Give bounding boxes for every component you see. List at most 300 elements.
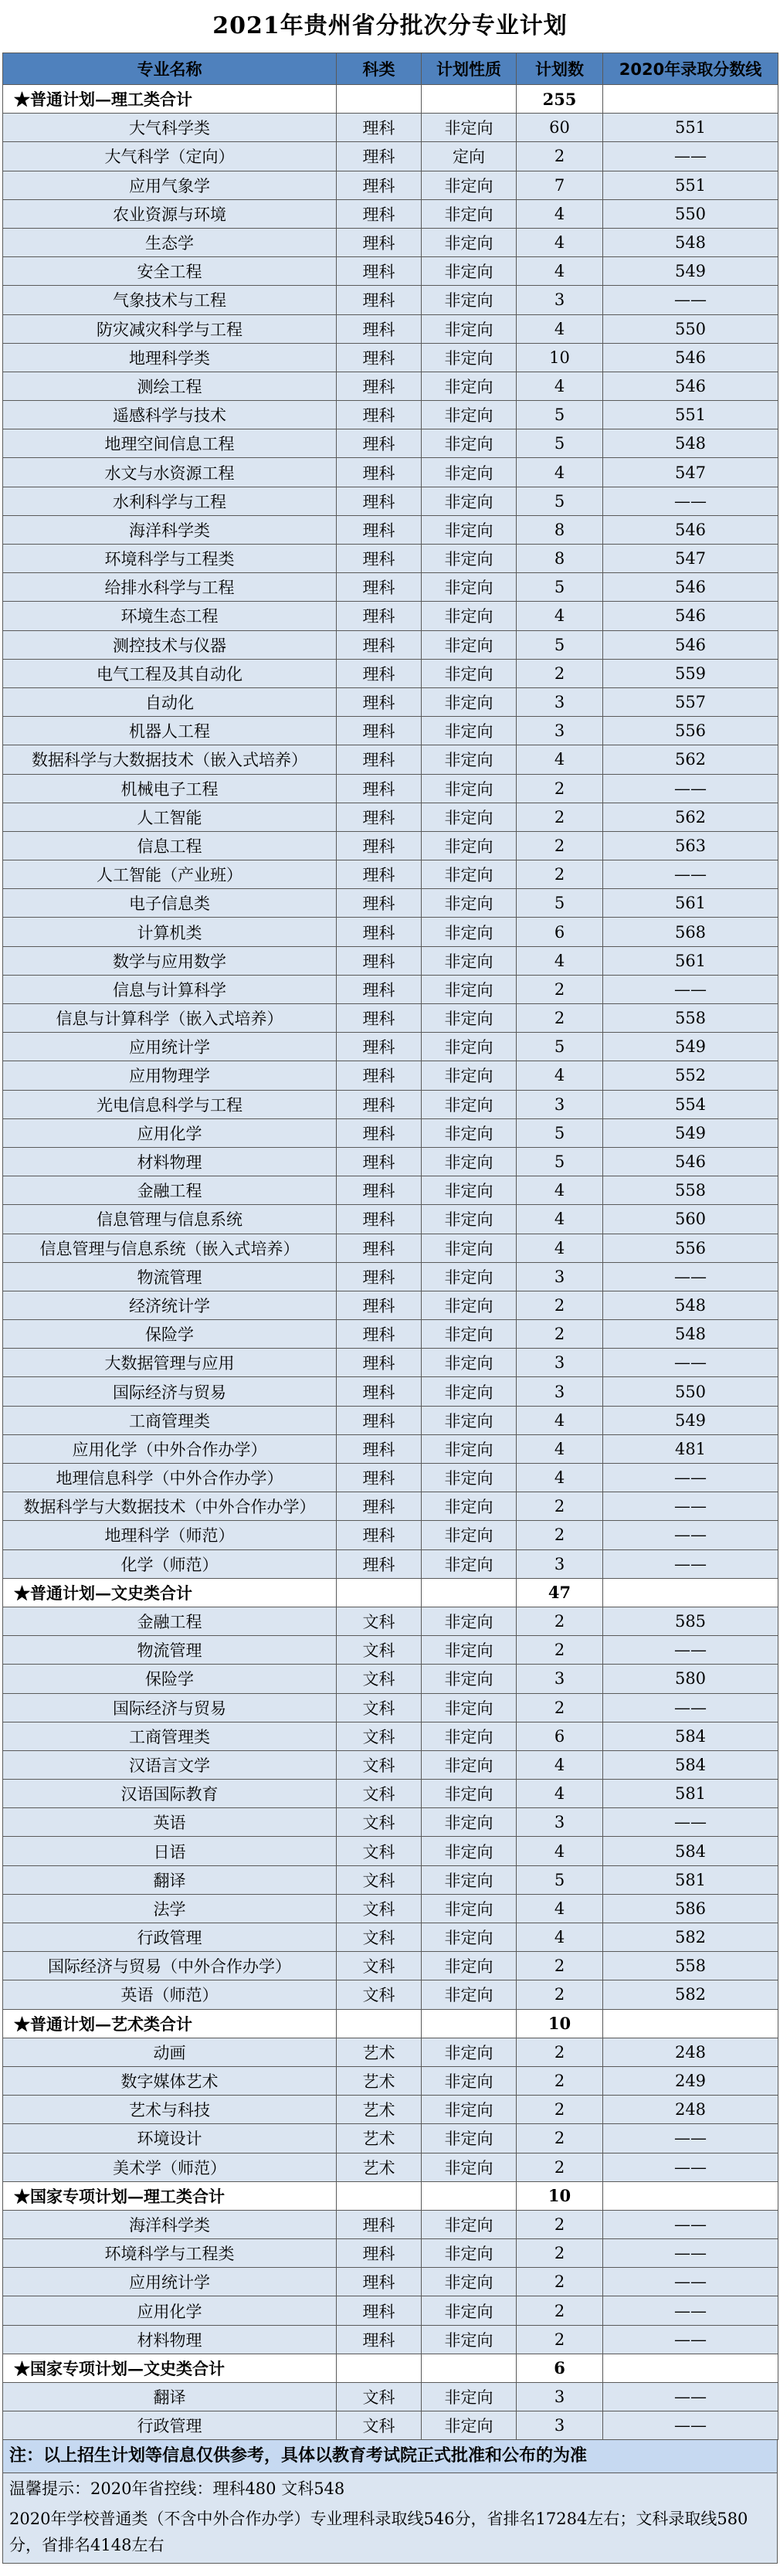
major-name-cell: 英语（师范） [3,1980,337,2009]
plan-count-cell: 4 [517,602,603,630]
major-name-cell: 应用化学 [3,2296,337,2325]
plan-type-cell: 非定向 [422,1492,517,1521]
major-name-cell: 数据科学与大数据技术（中外合作办学） [3,1492,337,1521]
score-2020-cell: —— [603,2325,778,2354]
category-cell: 理科 [337,199,422,228]
table-row [3,1176,778,1205]
category-cell: 理科 [337,687,422,716]
major-name-cell: 遥感科学与技术 [3,401,337,429]
plan-type-cell: 定向 [422,142,517,171]
score-2020-cell: 546 [603,515,778,544]
table-row [3,1549,778,1578]
category-cell: 理科 [337,228,422,256]
table-row [3,2066,778,2095]
score-2020-cell: 546 [603,1147,778,1176]
table-row [3,745,778,774]
table-row [3,860,778,889]
plan-type-cell: 非定向 [422,401,517,429]
plan-count-cell: 4 [517,745,603,774]
disclaimer-note: 注：以上招生计划等信息仅供参考，具体以教育考试院正式批准和公布的为准 [3,2440,777,2473]
page-title: 2021年贵州省分批次分专业计划 [212,12,568,39]
table-row [3,142,778,171]
category-cell: 理科 [337,1377,422,1406]
section-empty-cell [603,85,778,114]
category-cell: 理科 [337,659,422,687]
plan-type-cell: 非定向 [422,314,517,343]
table-row [3,687,778,716]
score-2020-cell: 549 [603,1406,778,1434]
score-2020-cell: 547 [603,458,778,487]
plan-type-cell: 非定向 [422,2124,517,2153]
plan-type-cell: 非定向 [422,1090,517,1118]
major-name-cell: 动画 [3,2038,337,2066]
plan-count-cell: 2 [517,2066,603,2095]
score-2020-cell: 558 [603,1176,778,1205]
category-cell: 理科 [337,918,422,946]
plan-type-cell: 非定向 [422,2210,517,2238]
section-empty-cell [337,2181,422,2210]
plan-count-cell: 4 [517,228,603,256]
plan-count-cell: 4 [517,1061,603,1090]
plan-type-cell: 非定向 [422,2296,517,2325]
section-row [3,2009,778,2038]
plan-table [2,53,778,2440]
section-empty-cell [603,1578,778,1607]
column-header-plan-count: 计划数 [517,53,603,85]
score-2020-cell: 562 [603,745,778,774]
plan-count-cell: 4 [517,199,603,228]
admission-line-note: 2020年学校普通类（不含中外合作办学）专业理科录取线546分，省排名17284左右；文科录取线580分，省排名4148左右 [9,2510,748,2555]
table-row [3,2124,778,2153]
score-2020-cell: 556 [603,717,778,745]
major-name-cell: 行政管理 [3,1923,337,1952]
plan-count-cell: 4 [517,458,603,487]
section-title: ★普通计划—文史类合计 [3,1578,337,1607]
table-row [3,1808,778,1837]
plan-count-cell: 2 [517,975,603,1003]
table-row [3,1262,778,1291]
score-2020-cell: 563 [603,831,778,860]
plan-type-cell: 非定向 [422,1750,517,1779]
score-2020-cell: —— [603,2210,778,2238]
category-cell: 理科 [337,1033,422,1061]
plan-count-cell: 2 [517,142,603,171]
major-name-cell: 大气科学类 [3,114,337,142]
major-name-cell: 计算机类 [3,918,337,946]
plan-type-cell: 非定向 [422,1033,517,1061]
plan-type-cell: 非定向 [422,458,517,487]
section-row [3,85,778,114]
plan-type-cell: 非定向 [422,1665,517,1693]
section-empty-cell [337,1578,422,1607]
category-cell: 理科 [337,487,422,515]
score-2020-cell: 546 [603,343,778,372]
plan-type-cell: 非定向 [422,286,517,314]
category-cell: 理科 [337,946,422,975]
plan-count-cell: 5 [517,573,603,602]
category-cell: 理科 [337,889,422,918]
score-2020-cell: —— [603,774,778,803]
plan-type-cell: 非定向 [422,860,517,889]
major-name-cell: 防灾减灾科学与工程 [3,314,337,343]
plan-count-cell: 2 [517,2096,603,2124]
plan-type-cell: 非定向 [422,803,517,831]
table-row [3,1320,778,1349]
score-2020-cell: 557 [603,687,778,716]
table-row [3,1750,778,1779]
category-cell: 艺术 [337,2038,422,2066]
plan-count-cell: 4 [517,372,603,400]
plan-type-cell: 非定向 [422,2038,517,2066]
score-2020-cell: 561 [603,946,778,975]
major-name-cell: 信息与计算科学 [3,975,337,1003]
category-cell: 理科 [337,343,422,372]
category-cell: 理科 [337,372,422,400]
category-cell: 理科 [337,774,422,803]
major-name-cell: 光电信息科学与工程 [3,1090,337,1118]
plan-type-cell: 非定向 [422,2239,517,2268]
major-name-cell: 翻译 [3,1865,337,1894]
plan-count-cell: 4 [517,1894,603,1923]
major-name-cell: 机器人工程 [3,717,337,745]
plan-count-cell: 4 [517,1434,603,1463]
column-header-category: 科类 [337,53,422,85]
plan-count-cell: 5 [517,401,603,429]
score-2020-cell: —— [603,1693,778,1722]
category-cell: 理科 [337,1434,422,1463]
major-name-cell: 应用物理学 [3,1061,337,1090]
score-2020-cell: 582 [603,1923,778,1952]
table-row [3,458,778,487]
section-empty-cell [422,2009,517,2038]
category-cell: 理科 [337,1406,422,1434]
major-name-cell: 环境科学与工程类 [3,2239,337,2268]
score-2020-cell: 551 [603,401,778,429]
major-name-cell: 测绘工程 [3,372,337,400]
score-2020-cell: —— [603,1521,778,1549]
major-name-cell: 材料物理 [3,1147,337,1176]
plan-type-cell: 非定向 [422,630,517,659]
score-2020-cell: 248 [603,2096,778,2124]
plan-count-cell: 4 [517,257,603,286]
major-name-cell: 日语 [3,1837,337,1865]
category-cell: 理科 [337,429,422,458]
table-row [3,1665,778,1693]
table-row [3,114,778,142]
major-name-cell: 保险学 [3,1320,337,1349]
category-cell: 理科 [337,573,422,602]
table-row [3,602,778,630]
table-row [3,1492,778,1521]
plan-type-cell: 非定向 [422,602,517,630]
table-row [3,1033,778,1061]
plan-count-cell: 4 [517,1406,603,1434]
section-total: 47 [517,1578,603,1607]
table-row [3,2411,778,2440]
table-row [3,1923,778,1952]
table-row [3,1894,778,1923]
score-2020-cell: —— [603,1464,778,1492]
section-total: 6 [517,2354,603,2382]
column-header-major: 专业名称 [3,53,337,85]
table-row [3,2325,778,2354]
category-cell: 理科 [337,401,422,429]
plan-count-cell: 5 [517,1865,603,1894]
plan-type-cell: 非定向 [422,487,517,515]
plan-count-cell: 2 [517,2239,603,2268]
plan-type-cell: 非定向 [422,1262,517,1291]
score-2020-cell: 582 [603,1980,778,2009]
major-name-cell: 地理空间信息工程 [3,429,337,458]
plan-type-cell: 非定向 [422,1894,517,1923]
score-2020-cell: 550 [603,314,778,343]
section-empty-cell [603,2181,778,2210]
major-name-cell: 应用化学（中外合作办学） [3,1434,337,1463]
major-name-cell: 生态学 [3,228,337,256]
major-name-cell: 农业资源与环境 [3,199,337,228]
section-empty-cell [422,2354,517,2382]
section-empty-cell [422,85,517,114]
table-row [3,401,778,429]
table-row [3,1377,778,1406]
plan-type-cell: 非定向 [422,343,517,372]
score-2020-cell: —— [603,1636,778,1665]
major-name-cell: 汉语国际教育 [3,1780,337,1808]
control-line-tip: 温馨提示：2020年省控线：理科480 文科548 [9,2479,345,2499]
category-cell: 理科 [337,1320,422,1349]
section-title: ★普通计划—艺术类合计 [3,2009,337,2038]
table-row [3,2239,778,2268]
category-cell: 艺术 [337,2066,422,2095]
plan-count-cell: 6 [517,918,603,946]
table-row [3,1980,778,2009]
category-cell: 文科 [337,1808,422,1837]
table-row [3,199,778,228]
plan-type-cell: 非定向 [422,1464,517,1492]
plan-type-cell: 非定向 [422,1923,517,1952]
plan-type-cell: 非定向 [422,171,517,199]
table-row [3,2153,778,2181]
score-2020-cell: 249 [603,2066,778,2095]
table-row [3,889,778,918]
major-name-cell: 应用统计学 [3,1033,337,1061]
plan-count-cell: 5 [517,630,603,659]
section-total: 10 [517,2009,603,2038]
section-empty-cell [337,2009,422,2038]
plan-type-cell: 非定向 [422,1061,517,1090]
major-name-cell: 给排水科学与工程 [3,573,337,602]
major-name-cell: 工商管理类 [3,1722,337,1750]
score-2020-cell: 548 [603,1291,778,1319]
major-name-cell: 国际经济与贸易（中外合作办学） [3,1952,337,1980]
score-2020-cell: —— [603,1349,778,1377]
category-cell: 理科 [337,831,422,860]
score-2020-cell: —— [603,975,778,1003]
plan-type-cell: 非定向 [422,573,517,602]
table-row [3,1147,778,1176]
plan-count-cell: 3 [517,717,603,745]
table-row [3,1837,778,1865]
category-cell: 文科 [337,1750,422,1779]
score-2020-cell: 551 [603,114,778,142]
category-cell: 艺术 [337,2124,422,2153]
score-2020-cell: 481 [603,1434,778,1463]
major-name-cell: 信息管理与信息系统 [3,1205,337,1234]
major-name-cell: 地理科学（师范） [3,1521,337,1549]
plan-count-cell: 7 [517,171,603,199]
major-name-cell: 美术学（师范） [3,2153,337,2181]
table-row [3,1722,778,1750]
column-header-score-2020: 2020年录取分数线 [603,53,778,85]
section-row [3,1578,778,1607]
category-cell: 文科 [337,1980,422,2009]
score-2020-cell: —— [603,2124,778,2153]
plan-type-cell: 非定向 [422,717,517,745]
table-row [3,2096,778,2124]
table-row [3,1464,778,1492]
major-name-cell: 保险学 [3,1665,337,1693]
table-row [3,946,778,975]
table-row [3,1061,778,1090]
table-row [3,1865,778,1894]
table-row [3,717,778,745]
category-cell: 理科 [337,515,422,544]
section-title: ★普通计划—理工类合计 [3,85,337,114]
category-cell: 理科 [337,860,422,889]
category-cell: 理科 [337,1549,422,1578]
plan-count-cell: 3 [517,2411,603,2440]
plan-count-cell: 2 [517,659,603,687]
category-cell: 理科 [337,1205,422,1234]
score-2020-cell: —— [603,1262,778,1291]
table-header-row [3,53,778,85]
plan-count-cell: 3 [517,2383,603,2411]
plan-type-cell: 非定向 [422,515,517,544]
plan-count-cell: 4 [517,1923,603,1952]
table-row [3,774,778,803]
category-cell: 文科 [337,1722,422,1750]
table-row [3,975,778,1003]
category-cell: 理科 [337,257,422,286]
major-name-cell: 地理科学类 [3,343,337,372]
plan-count-cell: 4 [517,1234,603,1262]
section-row [3,2354,778,2382]
plan-count-cell: 8 [517,515,603,544]
score-2020-cell: 568 [603,918,778,946]
plan-type-cell: 非定向 [422,1349,517,1377]
major-name-cell: 大数据管理与应用 [3,1349,337,1377]
table-row [3,2268,778,2296]
plan-count-cell: 2 [517,1693,603,1722]
plan-count-cell: 5 [517,487,603,515]
major-name-cell: 大气科学（定向） [3,142,337,171]
plan-count-cell: 4 [517,1205,603,1234]
table-row [3,286,778,314]
score-2020-cell: —— [603,2268,778,2296]
table-row [3,343,778,372]
score-2020-cell: 549 [603,1033,778,1061]
category-cell: 理科 [337,717,422,745]
table-row [3,1291,778,1319]
plan-type-cell: 非定向 [422,2066,517,2095]
score-2020-cell: 584 [603,1837,778,1865]
category-cell: 理科 [337,1234,422,1262]
table-row [3,831,778,860]
table-row [3,1205,778,1234]
plan-count-cell: 5 [517,429,603,458]
category-cell: 理科 [337,1262,422,1291]
category-cell: 理科 [337,1176,422,1205]
category-cell: 文科 [337,1894,422,1923]
score-2020-cell: 560 [603,1205,778,1234]
major-name-cell: 翻译 [3,2383,337,2411]
plan-count-cell: 2 [517,1492,603,1521]
major-name-cell: 金融工程 [3,1607,337,1635]
table-row [3,545,778,573]
score-2020-cell: 546 [603,630,778,659]
plan-type-cell: 非定向 [422,1004,517,1033]
major-name-cell: 数字媒体艺术 [3,2066,337,2095]
plan-count-cell: 3 [517,1262,603,1291]
table-row [3,918,778,946]
category-cell: 文科 [337,1952,422,1980]
score-2020-cell: 581 [603,1780,778,1808]
plan-count-cell: 3 [517,1090,603,1118]
plan-count-cell: 2 [517,1952,603,1980]
major-name-cell: 气象技术与工程 [3,286,337,314]
plan-count-cell: 4 [517,1464,603,1492]
plan-type-cell: 非定向 [422,1549,517,1578]
major-name-cell: 数学与应用数学 [3,946,337,975]
notes-panel [2,2440,778,2564]
major-name-cell: 应用化学 [3,1118,337,1147]
plan-count-cell: 2 [517,1980,603,2009]
score-2020-cell: 556 [603,1234,778,1262]
section-empty-cell [337,85,422,114]
major-name-cell: 电气工程及其自动化 [3,659,337,687]
plan-type-cell: 非定向 [422,745,517,774]
major-name-cell: 金融工程 [3,1176,337,1205]
table-row [3,1780,778,1808]
plan-type-cell: 非定向 [422,831,517,860]
score-2020-cell: —— [603,1549,778,1578]
plan-count-cell: 3 [517,1349,603,1377]
score-2020-cell: 554 [603,1090,778,1118]
plan-type-cell: 非定向 [422,1521,517,1549]
plan-count-cell: 2 [517,803,603,831]
category-cell: 理科 [337,1492,422,1521]
plan-count-cell: 4 [517,1837,603,1865]
table-row [3,429,778,458]
plan-type-cell: 非定向 [422,1234,517,1262]
category-cell: 理科 [337,1464,422,1492]
plan-type-cell: 非定向 [422,1865,517,1894]
table-row [3,1693,778,1722]
category-cell: 文科 [337,1837,422,1865]
plan-type-cell: 非定向 [422,1205,517,1234]
major-name-cell: 物流管理 [3,1636,337,1665]
plan-type-cell: 非定向 [422,1176,517,1205]
major-name-cell: 英语 [3,1808,337,1837]
score-2020-cell: —— [603,2239,778,2268]
category-cell: 理科 [337,803,422,831]
plan-type-cell: 非定向 [422,1377,517,1406]
major-name-cell: 环境设计 [3,2124,337,2153]
score-2020-cell: 562 [603,803,778,831]
plan-count-cell: 4 [517,946,603,975]
table-row [3,314,778,343]
plan-type-cell: 非定向 [422,1434,517,1463]
